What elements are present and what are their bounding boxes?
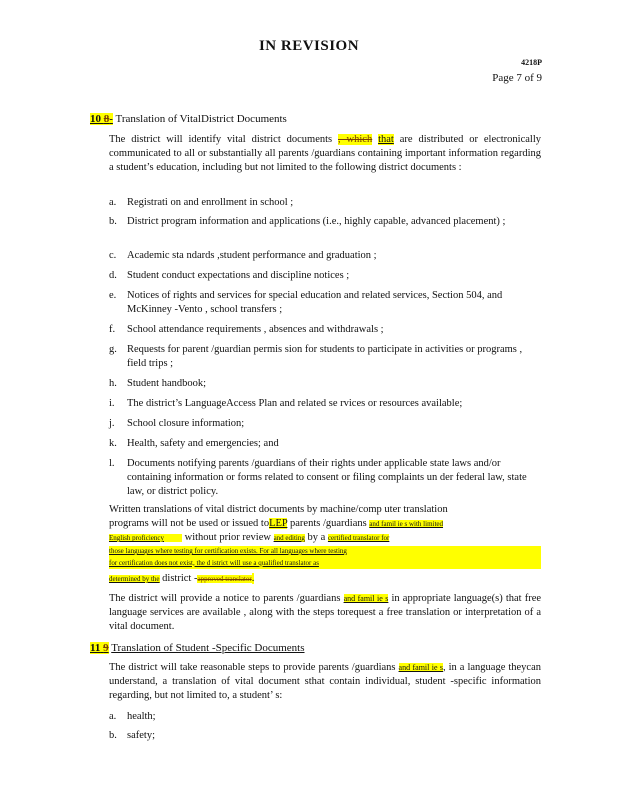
machine-translation-line-1: Written translations of vital district documents by machine/comp uter translation xyxy=(109,504,448,515)
section-11-number: 11 9 xyxy=(90,642,109,654)
list-item: f. School attendance requirements , absences and withdrawals ; xyxy=(109,324,384,335)
machine-translation-line-2: programs will not be used or issued toLEP parents /guardians and famil ie s with limited xyxy=(109,518,444,529)
list-item: l. Documents notifying parents /guardians of their rights under applicable state laws and/or containing information or forms related to consent or filing complaints un der federal law, state law, or district policy. xyxy=(109,458,527,497)
list-item: a. health; xyxy=(109,711,156,722)
list-item: c. Academic sta ndards ,student performance and graduation ; xyxy=(109,250,377,261)
list-item: h. Student handbook; xyxy=(109,378,207,389)
list-item: k. Health, safety and emergencies; and xyxy=(109,438,279,449)
page-header-title: IN REVISION xyxy=(258,38,360,54)
list-item: a. Registrati on and enrollment in school ; xyxy=(109,197,294,208)
section-10-title: Translation of VitalDistrict Documents xyxy=(115,113,287,125)
inserted-block: those languages where testing for certification exists. For all languages where testing for certification does not exist, the d istrict will use a qualified translator as xyxy=(109,546,541,569)
inserted-text: and editing xyxy=(273,534,305,542)
inserted-text: and famil ie s xyxy=(398,663,443,672)
inserted-text: determined by the xyxy=(109,575,160,583)
list-item: b. safety; xyxy=(109,730,155,741)
section-10-heading xyxy=(90,113,287,125)
list-item: g. Requests for parent /guardian permis sion for students to participate in activities or programs , field trips ; xyxy=(109,344,523,369)
section-10-intro: The district will identify vital district documents , which that are distributed or electronically communicated to all or substantially all parents /guardians containing important information regarding a student’s education, including but not limited to the following district documents : xyxy=(109,134,542,173)
deleted-text: approved translator xyxy=(197,575,252,583)
page-number: Page 7 of 9 xyxy=(492,72,542,84)
section-11-title: Translation of Student -Specific Documents xyxy=(111,642,305,654)
deleted-text: , which xyxy=(338,134,373,145)
inserted-text: that xyxy=(378,134,394,145)
list-item: e. Notices of rights and services for special education and related services, Section 504, and McKinney -Vento , school transfers ; xyxy=(109,290,503,315)
inserted-text: certified translator for xyxy=(327,534,390,542)
list-item: j. School closure information; xyxy=(109,418,245,429)
list-item: i. The district’s LanguageAccess Plan and related se rvices or resources available; xyxy=(109,398,463,409)
inserted-text: English proficiency xyxy=(109,534,182,542)
list-item: d. Student conduct expectations and discipline notices ; xyxy=(109,270,350,281)
section-10-number: 10 8- xyxy=(90,113,113,125)
inserted-text: and famil ie s xyxy=(343,594,389,603)
inserted-text: LEP xyxy=(269,518,288,529)
section-11-intro: The district will take reasonable steps to provide parents /guardians and famil ie s, in a language theycan understand, a translation of vital document sthat contain individual, student -specific information regarding, but not limited to, a student’ s: xyxy=(109,662,542,701)
machine-translation-line-last: determined by the district -approved translator. xyxy=(109,573,255,584)
notice-paragraph: The district will provide a notice to parents /guardians and famil ie s in appropriate language(s) that free language services are available , along with the steps torequest a free translation or interpretation of a vital document. xyxy=(109,593,542,632)
section-11-heading xyxy=(90,642,305,654)
list-item: b. District program information and applications (i.e., highly capable, advanced placement) ; xyxy=(109,216,506,227)
inserted-text: and famil ie s with limited xyxy=(369,520,444,528)
machine-translation-line-3: English proficiency without prior review and editing by a certified translator for xyxy=(109,532,390,543)
policy-code: 4218P xyxy=(521,58,542,67)
